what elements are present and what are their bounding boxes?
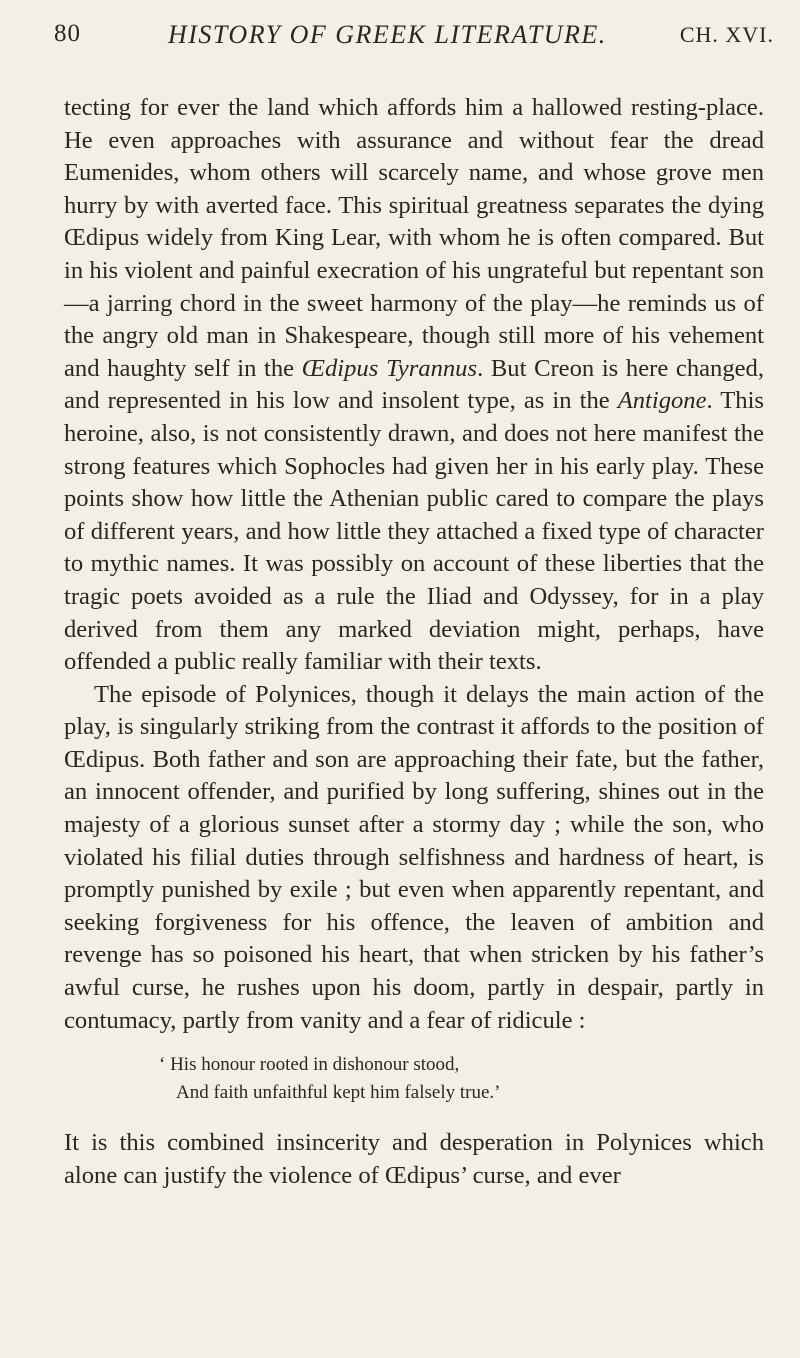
quote-line-1: ‘ His honour rooted in dishonour stood, (159, 1054, 460, 1076)
paragraph-1-part-2: . But Creon is here changed, and represented in his low and insolent type, as in the (64, 354, 764, 415)
book-page (54, 16, 774, 1192)
page-number: 80 (54, 20, 81, 47)
body-text (64, 92, 764, 1192)
paragraph-1-part-3: . This heroine, also, is not consistently drawn, and does not here manifest the strong features which Sophocles had given her in his early play. These points show how little the Athenian public cared to compare the plays of different years, and how little they attached a fixed type of character to mythic names. It was possibly on account of these liberties that the tragic poets avoided as a rule the Iliad and Odyssey, for in a play derived from them any marked deviation might, perhaps, have offended a public really familiar with their texts. (64, 387, 764, 676)
paragraph-2: The episode of Polynices, though it delays the main action of the play, is singularly striking from the contrast it affords to the position of Œdipus. Both father and son are approaching their fate, but the father, an innocent offender, and purified by long suffering, shines out in the majesty of a glorious sunset after a stormy day ; while the son, who violated his filial duties through selfishness and hardness of heart, is promptly punished by exile ; but even when apparently repentant, and seeking forgiveness for his offence, the leaven of ambition and revenge has so poisoned his heart, that when stricken by his father’s awful curse, he rushes upon his doom, partly in despair, partly in contumacy, partly from vanity and a fear of ridicule : (64, 680, 764, 1034)
verse-quotation (64, 1051, 764, 1107)
chapter-reference: CH. XVI. (679, 22, 774, 47)
italic-title-antigone: Antigone (617, 387, 707, 415)
paragraph-1 (64, 92, 764, 679)
paragraph-3: It is this combined insincerity and desperation in Polynices which alone can justify the violence of Œdipus’ curse, and ever (64, 1129, 764, 1189)
quote-line-2: And faith unfaithful kept him falsely true.’ (176, 1082, 501, 1104)
running-head (54, 16, 774, 60)
italic-title-oedipus-tyrannus: Œdipus Tyrannus (301, 354, 478, 382)
paragraph-1-part-1: tecting for ever the land which affords him a hallowed resting-place. He even approaches with assurance and without fear the dread Eumenides, whom others will scarcely name, and whose grove men hurry by with averted face. This spiritual greatness separates the dying Œdipus widely from King Lear, with whom he is often compared. But in his violent and painful execration of his ungrateful but repentant son—a jarring chord in the sweet harmony of the play—he reminds us of the angry old man in Shakespeare, though still more of his vehement and haughty self in the (64, 94, 764, 382)
running-title: HISTORY OF GREEK LITERATURE. (168, 20, 607, 49)
